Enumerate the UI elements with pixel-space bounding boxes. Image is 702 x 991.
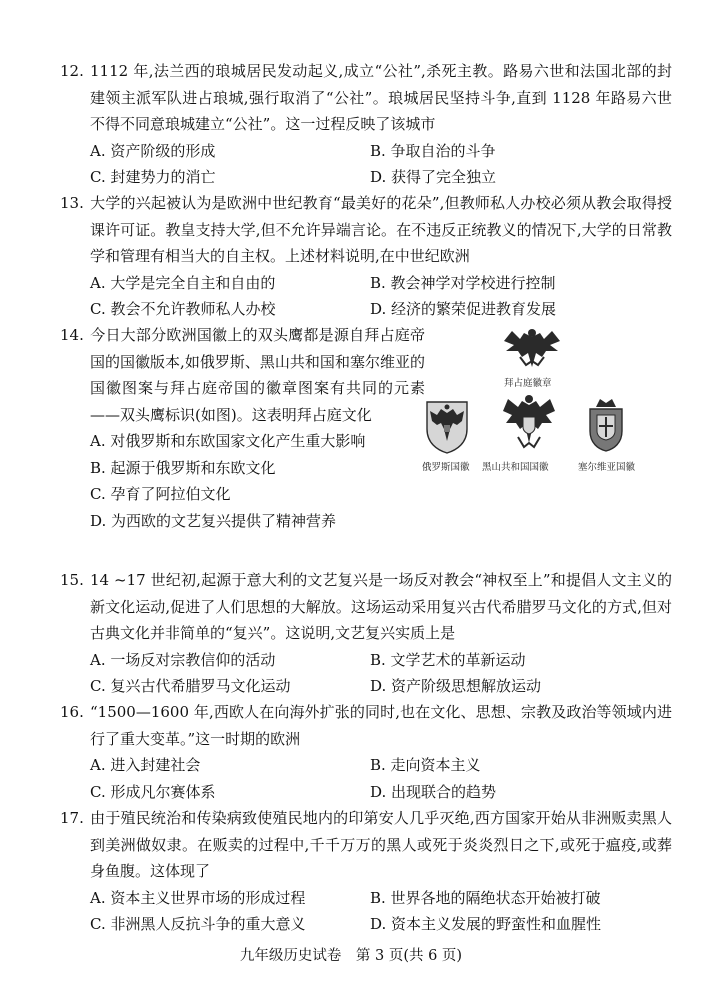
- option-a: A. 资产阶级的形成: [90, 141, 216, 160]
- question-number: 14.: [60, 326, 84, 344]
- russia-emblem-caption: 俄罗斯国徽: [422, 462, 470, 473]
- option-b: B. 世界各地的隔绝状态开始被打破: [370, 888, 601, 907]
- question-number: 13.: [60, 194, 84, 212]
- option-d: D. 出现联合的趋势: [370, 782, 497, 801]
- byzantine-emblem-icon: [500, 327, 564, 373]
- question-16: [60, 699, 672, 805]
- question-number: 12.: [60, 62, 84, 80]
- question-stem: 今日大部分欧洲国徽上的双头鹰都是源自拜占庭帝国的国徽版本,如俄罗斯、黑山共和国和塞尔维亚的国徽图案与拜占庭帝国的徽章图案有共同的元素——双头鹰标识(如图)。这表明拜占庭文化: [90, 326, 425, 424]
- question-stem: 1112 年,法兰西的琅城居民发动起义,成立“公社”,杀死主教。路易六世和法国北部的封建领主派军队进占琅城,强行取消了“公社”。琅城居民坚持斗争,直到 1128 年路易六世不得不同意琅城建立“公社”。这一过程反映了该城市: [90, 62, 672, 133]
- montenegro-emblem-caption: 黑山共和国国徽: [482, 462, 549, 473]
- serbia-emblem-caption: 塞尔维亚国徽: [578, 462, 636, 473]
- emblem-figure: [420, 325, 650, 475]
- option-c: C. 孕育了阿拉伯文化: [90, 485, 231, 503]
- question-stem: 由于殖民统治和传染病致使殖民地内的印第安人几乎灭绝,西方国家开始从非洲贩卖黑人到美洲做奴隶。在贩卖的过程中,千千万万的黑人或死于炎炎烈日之下,或死于瘟疫,或葬身鱼腹。这体现了: [90, 809, 672, 880]
- byzantine-emblem-caption: 拜占庭徽章: [504, 378, 552, 389]
- option-b: B. 争取自治的斗争: [370, 141, 496, 160]
- option-d: D. 为西欧的文艺复兴提供了精神营养: [90, 511, 337, 530]
- option-d: D. 获得了完全独立: [370, 168, 497, 186]
- option-c: C. 教会不允许教师私人办校: [90, 300, 276, 318]
- option-c: C. 复兴古代希腊罗马文化运动: [90, 677, 291, 695]
- option-d: D. 资本主义发展的野蛮性和血腥性: [370, 915, 602, 933]
- option-c: C. 形成凡尔赛体系: [90, 782, 216, 801]
- options: [60, 885, 672, 938]
- option-a: A. 资本主义世界市场的形成过程: [90, 888, 306, 907]
- option-b: B. 教会神学对学校进行控制: [370, 273, 556, 292]
- russia-emblem-icon: [424, 399, 470, 455]
- option-a: A. 进入封建社会: [90, 756, 201, 774]
- question-number: 16.: [60, 703, 84, 721]
- question-13: [60, 190, 672, 323]
- option-a: A. 大学是完全自主和自由的: [90, 273, 276, 292]
- question-15: [60, 567, 672, 700]
- option-c: C. 封建势力的消亡: [90, 168, 216, 186]
- question-stem: 14 ~17 世纪初,起源于意大利的文艺复兴是一场反对教会“神权至上”和提倡人文主义的新文化运动,促进了人们思想的大解放。这场运动采用复兴古代希腊罗马文化的方式,但对古典文化并非简单的“复兴”。这说明,文艺复兴实质上是: [90, 571, 672, 642]
- option-a: A. 一场反对宗教信仰的活动: [90, 650, 276, 669]
- page-footer: 九年级历史试卷 第 3 页(共 6 页): [239, 948, 463, 964]
- option-c: C. 非洲黑人反抗斗争的重大意义: [90, 915, 306, 933]
- question-17: [60, 805, 672, 938]
- question-number: 15.: [60, 571, 84, 589]
- options: [60, 270, 672, 323]
- option-b: B. 文学艺术的革新运动: [370, 650, 526, 669]
- question-stem: “1500—1600 年,西欧人在向海外扩张的同时,也在文化、思想、宗教及政治等领域内进行了重大变革。”这一时期的欧洲: [90, 703, 672, 748]
- montenegro-emblem-icon: [500, 393, 558, 455]
- option-d: D. 资产阶级思想解放运动: [370, 677, 542, 695]
- option-b: B. 走向资本主义: [370, 756, 481, 774]
- options: [60, 647, 672, 700]
- option-d: D. 经济的繁荣促进教育发展: [370, 300, 557, 318]
- options: [60, 752, 672, 805]
- question-12: [60, 58, 672, 191]
- option-b: B. 起源于俄罗斯和东欧文化: [90, 458, 276, 477]
- options: [60, 138, 672, 191]
- option-a: A. 对俄罗斯和东欧国家文化产生重大影响: [90, 432, 366, 450]
- serbia-emblem-icon: [586, 395, 626, 453]
- question-stem: 大学的兴起被认为是欧洲中世纪教育“最美好的花朵”,但教师私人办校必须从教会取得授课许可证。教皇支持大学,但不允许异端言论。在不违反正统教义的情况下,大学的日常教学和管理有相当大的自主权。上述材料说明,在中世纪欧洲: [90, 194, 672, 265]
- question-number: 17.: [60, 809, 84, 827]
